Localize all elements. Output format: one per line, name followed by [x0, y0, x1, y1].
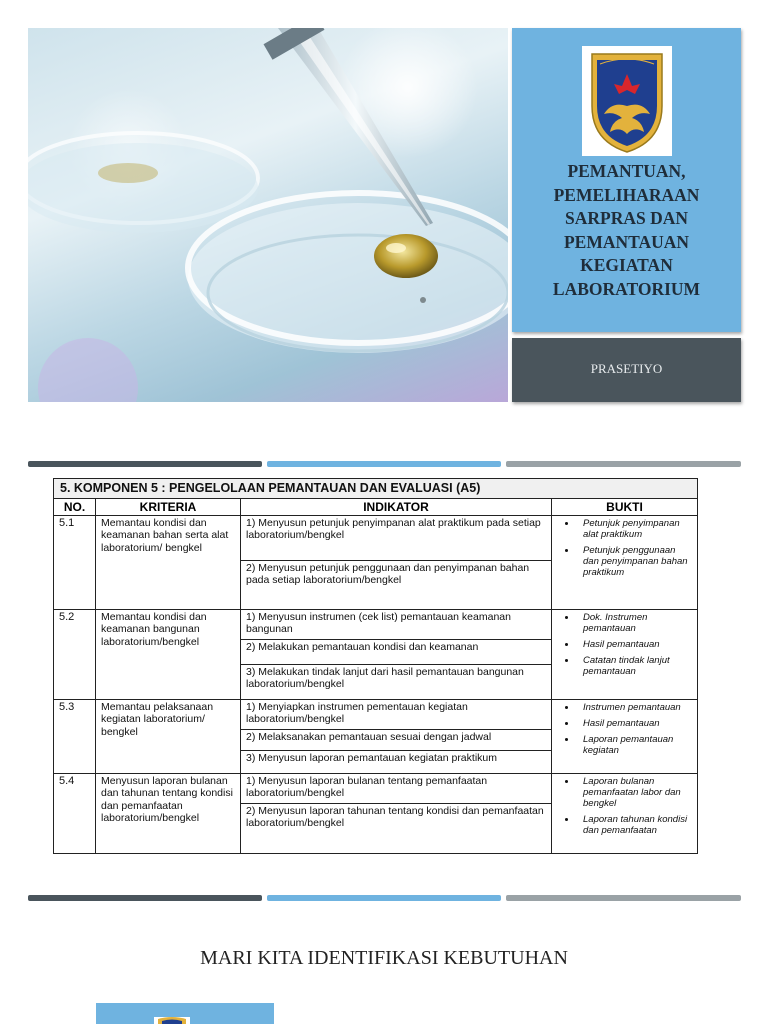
- indikator-item: 2) Melakukan pemantauan kondisi dan keamanan: [241, 640, 551, 665]
- title-panel: [512, 28, 741, 332]
- header-no: NO.: [54, 498, 96, 515]
- row-bukti: [552, 515, 698, 609]
- row-kriteria: Memantau kondisi dan keamanan bangunan laboratorium/bengkel: [96, 609, 241, 699]
- table-row: [54, 773, 698, 853]
- university-shield-logo: [96, 1003, 274, 1024]
- row-number: 5.3: [54, 699, 96, 773]
- indikator-item: 3) Menyusun laporan pemantauan kegiatan praktikum: [246, 751, 497, 764]
- title-slide: [28, 28, 741, 402]
- bukti-item: • Dok. Instrumen pemantauan: [577, 612, 692, 634]
- row-kriteria: Memantau kondisi dan keamanan bahan serta alat laboratorium/ bengkel: [96, 515, 241, 609]
- row-indikator: [241, 699, 552, 773]
- separator-bar-dark: [28, 895, 262, 901]
- separator-bar-gray: [506, 461, 741, 467]
- indikator-item: 2) Menyusun petunjuk penggunaan dan penyimpanan bahan pada setiap laboratorium/bengkel: [246, 561, 530, 586]
- logo-thumbnail: [96, 1003, 274, 1024]
- header-bukti: BUKTI: [552, 498, 698, 515]
- row-bukti: [552, 773, 698, 853]
- bukti-item: • Laporan pemantauan kegiatan: [577, 734, 692, 756]
- indikator-item: 2) Melaksanakan pemantauan sesuai dengan jadwal: [241, 730, 551, 751]
- row-number: 5.1: [54, 515, 96, 609]
- table-row: [54, 515, 698, 609]
- row-number: 5.4: [54, 773, 96, 853]
- header-indikator: INDIKATOR: [241, 498, 552, 515]
- table-row: [54, 609, 698, 699]
- indikator-item: 1) Menyusun instrumen (cek list) pemantauan keamanan bangunan: [241, 610, 551, 640]
- row-kriteria: Menyusun laporan bulanan dan tahunan tentang kondisi dan pemanfaatan laboratorium/bengkel: [96, 773, 241, 853]
- row-kriteria: Memantau pelaksanaan kegiatan laboratorium/ bengkel: [96, 699, 241, 773]
- separator-bar-dark: [28, 461, 262, 467]
- row-indikator: [241, 609, 552, 699]
- table-row: [54, 699, 698, 773]
- laboratory-pipette-photo: [28, 28, 508, 402]
- table-caption: 5. KOMPONEN 5 : PENGELOLAAN PEMANTAUAN DAN EVALUASI (A5): [54, 479, 698, 499]
- separator-bar-gray: [506, 895, 741, 901]
- indikator-item: 1) Menyiapkan instrumen pementauan kegiatan laboratorium/bengkel: [241, 700, 551, 730]
- bukti-item: • Laporan tahunan kondisi dan pemanfaatan: [577, 814, 692, 836]
- row-number: 5.2: [54, 609, 96, 699]
- bukti-item: • Catatan tindak lanjut pemantauan: [577, 655, 692, 677]
- university-shield-logo: [582, 46, 672, 156]
- author-panel: [512, 338, 741, 402]
- row-bukti: [552, 609, 698, 699]
- bukti-item: • Hasil pemantauan: [577, 639, 692, 650]
- row-indikator: [241, 773, 552, 853]
- row-indikator: [241, 515, 552, 609]
- indikator-item: 2) Menyusun laporan tahunan tentang kondisi dan pemanfaatan laboratorium/bengkel: [246, 804, 544, 829]
- separator-bar-blue: [267, 461, 501, 467]
- separator-bar-blue: [267, 895, 501, 901]
- bukti-item: • Petunjuk penyimpanan alat praktikum: [577, 518, 692, 540]
- bukti-item: • Laporan bulanan pemanfaatan labor dan bengkel: [577, 776, 692, 809]
- bukti-item: • Hasil pemantauan: [577, 718, 692, 729]
- indikator-item: 1) Menyusun laporan bulanan tentang pemanfaatan laboratorium/bengkel: [241, 774, 551, 804]
- assessment-table-slide: [53, 478, 697, 854]
- presentation-title: PEMANTUAN, PEMELIHARAAN SARPRAS DAN PEMANTAUAN KEGIATAN LABORATORIUM: [552, 161, 701, 299]
- indikator-item: 1) Menyusun petunjuk penyimpanan alat praktikum pada setiap laboratorium/bengkel: [241, 516, 551, 561]
- header-kriteria: KRITERIA: [96, 498, 241, 515]
- table-header-row: [54, 498, 698, 515]
- assessment-table: [53, 478, 698, 854]
- bukti-item: • Instrumen pemantauan: [577, 702, 692, 713]
- pipette-petri-dish-illustration: [28, 28, 508, 402]
- author-name: PRASETIYO: [590, 361, 663, 376]
- row-bukti: [552, 699, 698, 773]
- bukti-item: • Petunjuk penggunaan dan penyimpanan bahan praktikum: [577, 545, 692, 578]
- indikator-item: 3) Melakukan tindak lanjut dari hasil pemantauan bangunan laboratorium/bengkel: [246, 665, 524, 690]
- section-title: MARI KITA IDENTIFIKASI KEBUTUHAN: [200, 947, 568, 969]
